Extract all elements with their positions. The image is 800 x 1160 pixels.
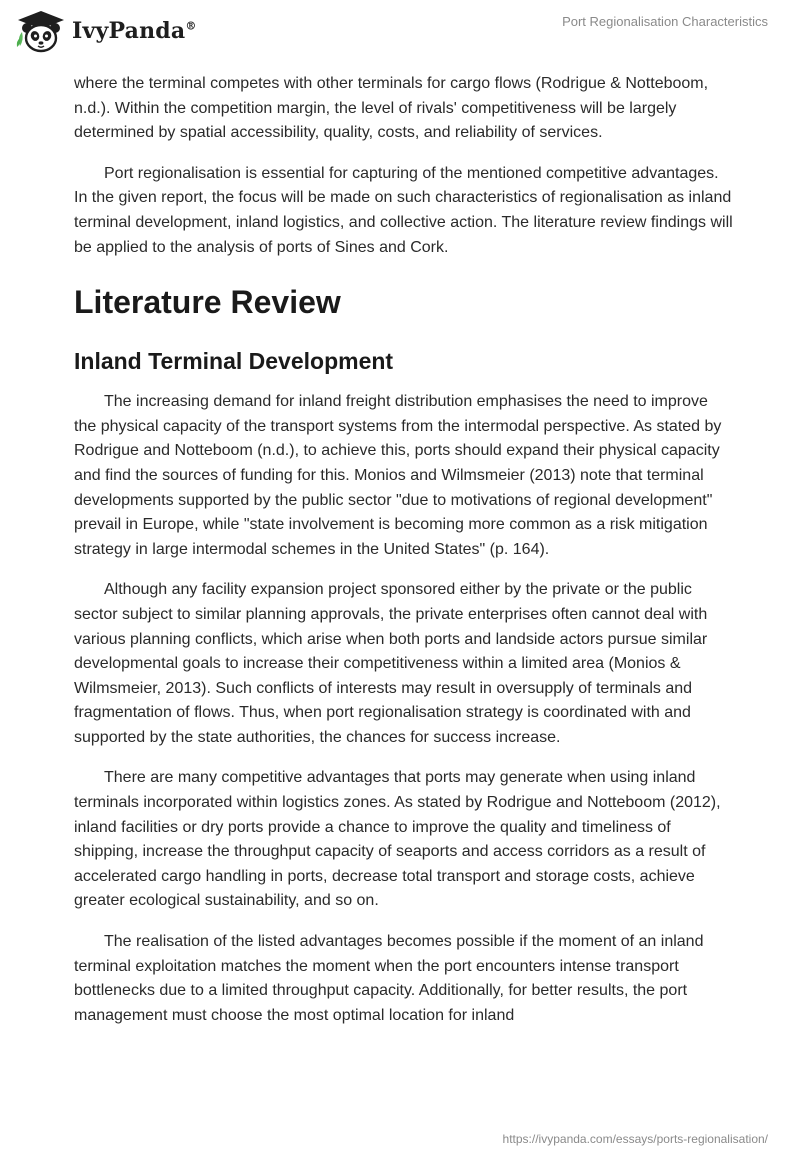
section-heading: Literature Review <box>74 284 341 321</box>
ivypanda-logo[interactable] <box>14 8 197 54</box>
source-url-link[interactable]: https://ivypanda.com/essays/ports-regionalisation/ <box>502 1132 768 1146</box>
paragraph: There are many competitive advantages that ports may generate when using inland terminals incorporated within logistics zones. As stated by Rodrigue and Notteboom (2012), inland facilities or dry ports provide a chance to improve the quality and timeliness of shipping, increase the throughput capacity of seaports and access corridors as a result of accelerated cargo handling in ports, decrease total transport and storage costs, achieve greater ecological sustainability, and so on. <box>74 769 721 910</box>
running-title: Port Regionalisation Characteristics <box>562 14 768 29</box>
page-header <box>0 0 800 70</box>
paragraph: The increasing demand for inland freight distribution emphasises the need to improve the physical capacity of the transport systems from the intermodal perspective. As stated by Rodrigue and Notteboom (n.d.), to achieve this, ports should expand their physical capacity and find the sources of funding for this. Monios and Wilmsmeier (2013) note that terminal developments supported by the public sector "due to motivations of regional development" prevail in Europe, while "state involvement is becoming more common as a risk mitigation strategy in large intermodal schemes in the United States" (p. 164). <box>74 393 722 558</box>
paragraph: Although any facility expansion project sponsored either by the private or the public sector subject to similar planning approvals, the private enterprises often cannot deal with various planning conflicts, which arise when both ports and landside actors pursue similar developmental goals to increase their competitiveness within a limited area (Monios & Wilmsmeier, 2013). Such conflicts of interests may result in oversupply of terminals and fragmentation of flows. Thus, when port regionalisation strategy is coordinated with and supported by the state authorities, the chances for success increase. <box>74 581 708 746</box>
logo-wordmark <box>72 18 197 44</box>
paragraph: Port regionalisation is essential for capturing of the mentioned competitive advantages. In the given report, the focus will be made on such characteristics of regionalisation as inland terminal development, inland logistics, and collective action. The literature review findings will be applied to the analysis of ports of Sines and Cork. <box>74 164 733 256</box>
registered-mark: ® <box>185 19 197 33</box>
paragraph: The realisation of the listed advantages becomes possible if the moment of an inland terminal exploitation matches the moment when the port encounters intense transport bottlenecks due to a limited throughput capacity. Additionally, for better results, the port management must choose the most optimal location for inland <box>74 933 704 1024</box>
panda-graduate-icon <box>14 8 68 54</box>
paragraph: where the terminal competes with other terminals for cargo flows (Rodrigue & Notteboom, n.d.). Within the competition margin, the level of rivals' competitiveness will be largely determined by spatial accessibility, quality, costs, and reliability of services. <box>74 75 709 142</box>
logo-text: IvyPanda <box>72 18 186 44</box>
subsection-heading: Inland Terminal Development <box>74 348 394 375</box>
article-body <box>74 72 734 1044</box>
